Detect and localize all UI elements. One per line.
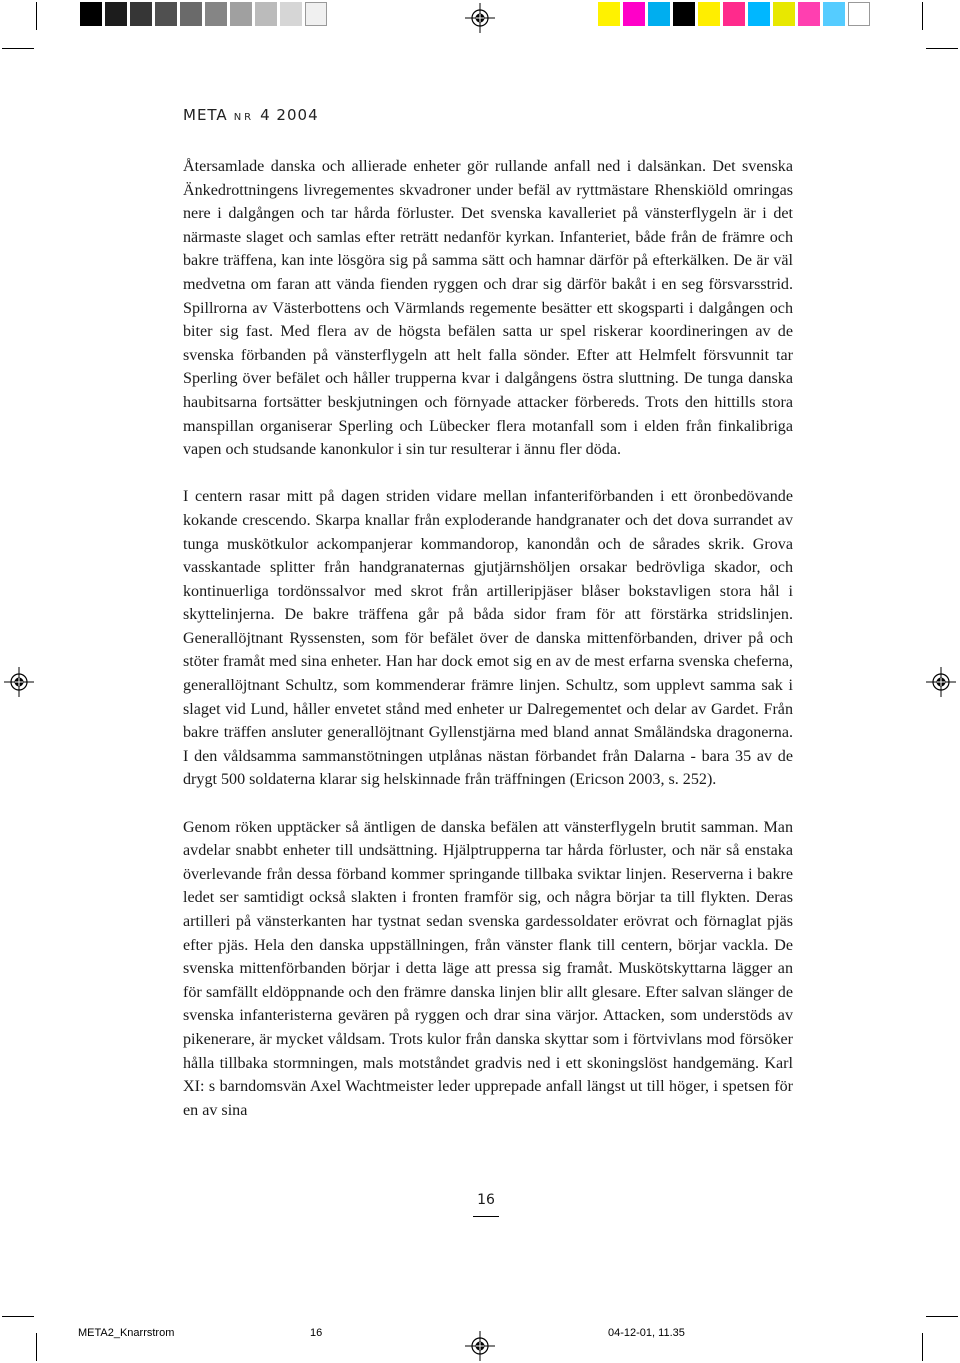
registration-mark-bottom-icon bbox=[465, 1331, 495, 1361]
gray-calibration-bar bbox=[80, 2, 330, 26]
registration-mark-left-icon bbox=[4, 667, 34, 697]
crop-mark-bottom-right-h bbox=[926, 1316, 958, 1317]
gray-swatch bbox=[305, 2, 327, 26]
color-swatch bbox=[798, 2, 820, 26]
crop-mark-top-right-h bbox=[926, 48, 958, 49]
slug-page: 16 bbox=[310, 1327, 323, 1339]
crop-mark-top-left-v bbox=[36, 2, 37, 30]
gray-swatch bbox=[80, 2, 102, 26]
color-swatch bbox=[773, 2, 795, 26]
crop-mark-top-right-v bbox=[922, 2, 923, 30]
crop-mark-bottom-left-h bbox=[2, 1316, 34, 1317]
color-swatch bbox=[623, 2, 645, 26]
gray-swatch bbox=[180, 2, 202, 26]
slug-timestamp: 04-12-01, 11.35 bbox=[608, 1327, 685, 1339]
crop-mark-bottom-right-v bbox=[922, 1333, 923, 1361]
page-number-rule bbox=[473, 1216, 499, 1217]
registration-mark-right-icon bbox=[926, 667, 956, 697]
registration-mark-top-icon bbox=[465, 3, 495, 33]
gray-swatch bbox=[130, 2, 152, 26]
color-swatch bbox=[673, 2, 695, 26]
gray-swatch bbox=[105, 2, 127, 26]
page-number: 16 bbox=[477, 1192, 495, 1208]
crop-mark-bottom-left-v bbox=[36, 1333, 37, 1361]
gray-swatch bbox=[280, 2, 302, 26]
color-calibration-bar bbox=[598, 2, 873, 26]
slug-filename: META2_Knarrstrom bbox=[78, 1327, 175, 1339]
issue-number: 4 2004 bbox=[260, 106, 319, 124]
issue-nr-label: NR bbox=[233, 112, 255, 123]
color-swatch bbox=[748, 2, 770, 26]
magazine-name: META bbox=[183, 106, 228, 124]
crop-mark-top-left-h bbox=[2, 48, 34, 49]
gray-swatch bbox=[230, 2, 252, 26]
gray-swatch bbox=[255, 2, 277, 26]
color-swatch bbox=[823, 2, 845, 26]
color-swatch bbox=[648, 2, 670, 26]
gray-swatch bbox=[205, 2, 227, 26]
color-swatch bbox=[598, 2, 620, 26]
gray-swatch bbox=[155, 2, 177, 26]
article-body bbox=[183, 155, 793, 1122]
color-swatch bbox=[698, 2, 720, 26]
color-swatch bbox=[723, 2, 745, 26]
paragraph-3: Genom röken upptäcker så äntligen de danska befälen att vänsterflygeln brutit samman. Man avdelar snabbt enheter till undsättning. Hjälptrupperna tar hårda förluster, och när så enstaka överlevande från dessa förband kommer springande tillbaka sviktar linjen. Reserverna i bakre ledet ser samtidigt också slakten i fronten framför sig, och några börjar ta till flykten. Deras artilleri på vänsterkanten har tystnat sedan svenska gardessoldater erövrat och förnaglat pjäs efter pjäs. Hela den danska uppställningen, från vänster flank till centern, börjar vackla. De svenska mittenförbanden börjar i detta läge att pressa sig framåt. Muskötskyttarna lägger an för samfällt eldöppnande och den främre danska linjen blir allt glesare. Efter salvan slänger de svenska infanteristerna gevären på ryggen och drar sina värjor. Attacken, som understöds av pikenerare, är mycket våldsam. Trots kulor från danska skyttar som i förtvivlans mod försöker hålla tillbaka stormningen, mals motståndet gradvis ned i ett skoningslöst handgemäng. Karl XI: s barndomsvän Axel Wachtmeister leder upprepade anfall längst ut till höger, i spetsen för en av sina bbox=[183, 818, 793, 1119]
running-head bbox=[183, 106, 319, 124]
paragraph-2: I centern rasar mitt på dagen striden vidare mellan infanteriförbanden i ett öronbedövande kokande crescendo. Skarpa knallar från exploderande handgranater och det dova surrandet av tunga muskötkulor ackompanjerar kommandorop, kanondån och de sårades skrik. Grova vasskantade splitter från handgranaternas gjutjärnshöljen orsakar bedrövliga skador, och kontinuerliga tordönssalvor med skrot från artilleripjäser blåser bokstavligen stora hål i skyttelinjerna. De bakre träffena går på båda sidor fram för att förstärka stridslinjen. Generallöjtnant Ryssensten, som för befälet över de danska mittenförbanden, driver på och stöter framåt med sina enheter. Han har dock emot sig en av de mest erfarna svenska cheferna, generallöjtnant Schultz, som kommenderar främre linjen. Schultz, som upplevt samma sak i slaget vid Lund, håller envetet stånd med enheter ur Dalregementet och delar av Gardet. Från bakre träffen ansluter generallöjtnant Gyllenstjärna med bland annat Småländska dragonerna. I den våldsamma sammanstötningen utplånas nästan förbandet från Dalarna - bara 35 av de drygt 500 soldaterna klarar sig helskinnade från träffningen (Ericson 2003, s. 252). bbox=[183, 488, 793, 789]
paragraph-1: Återsamlade danska och allierade enheter gör rullande anfall ned i dalsänkan. Det svenska Änkedrottningens livregementes skvadroner under befäl av ryttmästare Rhenskiöld omringas nere i dalgången och tar hårda förluster. Det svenska kavalleriet på vänsterflygeln är i det närmaste slaget och samlas efter reträtt nedanför kyrkan. Infanteriet, både från de främre och bakre träffena, kan inte lösgöra sig på samma sätt och hamnar därför på efterkälken. De är väl medvetna om faran att vända fienden ryggen och drar sig därför bakåt i en seg försvarsstrid. Spillrorna av Västerbottens och Värmlands regemente besätter ett skogsparti i dalgången och biter sig fast. Med flera av de högsta befälen satta ur spel riskerar koordineringen av de svenska förbanden på vänsterflygeln att helt falla sönder. Efter att Helmfelt försvunnit tar Sperling över befälet och håller trupperna kvar i dalgångens östra sluttning. De tunga danska haubitsarna fortsätter beskjutningen och förnyade attacker förbereds. Trots den hittills stora manspillan organiserar Sperling och Lübecker flera motanfall som i elden från finkalibriga vapen och studsande kanonkulor i sin tur resulterar i ännu fler döda. bbox=[183, 158, 793, 459]
color-swatch bbox=[848, 2, 870, 26]
